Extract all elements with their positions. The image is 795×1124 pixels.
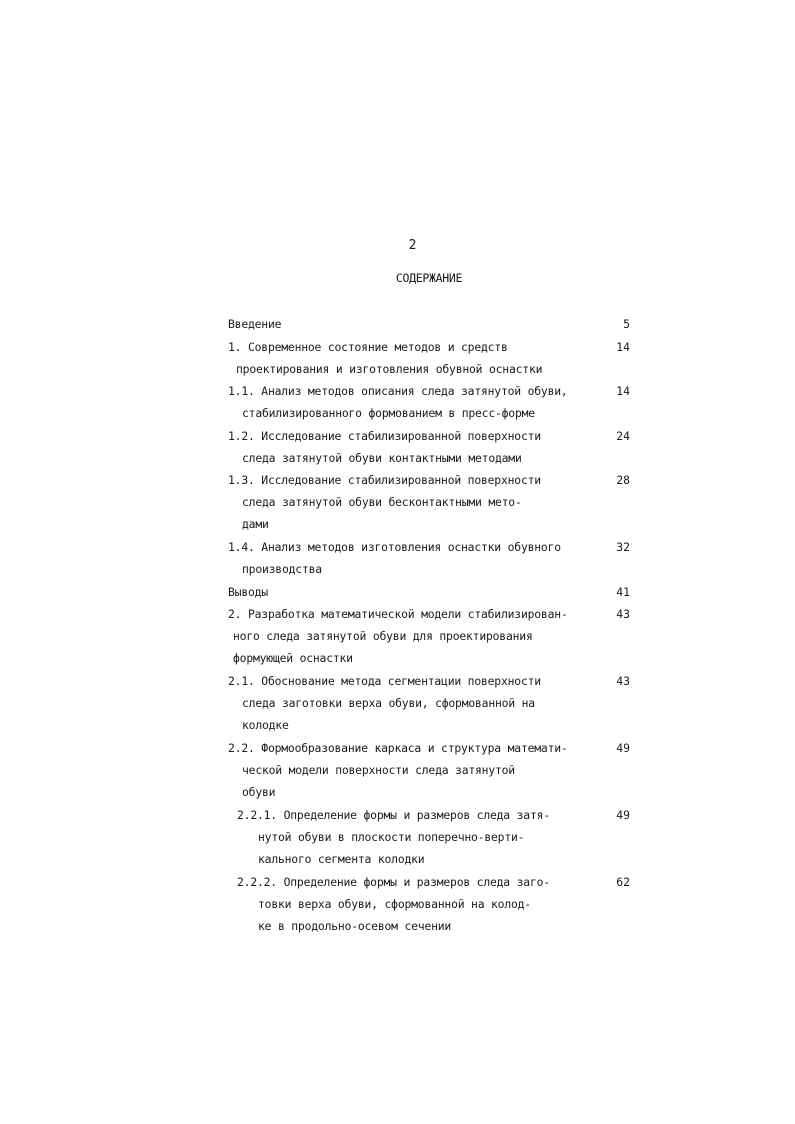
toc-title: СОДЕРЖАНИЕ <box>395 271 463 285</box>
toc-page-number: 28 <box>616 473 630 487</box>
toc-page-number: 14 <box>616 340 630 354</box>
toc-page-number: 5 <box>623 317 630 331</box>
toc-entry-subsection-2-2-2[interactable]: 2.2.2. Определение формы и размеров следа заго- <box>237 875 550 889</box>
toc-page-number: 14 <box>616 384 630 398</box>
toc-entry-section-2-2[interactable]: 2.2. Формообразование каркаса и структура математи- <box>228 741 568 755</box>
toc-page-number: 32 <box>616 540 630 554</box>
toc-entry-conclusions[interactable]: Выводы <box>228 585 268 599</box>
toc-page-number: 43 <box>616 607 630 621</box>
toc-entry-section-1-3[interactable]: 1.3. Исследование стабилизированной поверхности <box>228 473 541 487</box>
page-number: 2 <box>408 238 417 253</box>
toc-entry-section-1-1[interactable]: 1.1. Анализ методов описания следа затянутой обуви, <box>228 384 568 398</box>
toc-entry-chapter-1[interactable]: 1. Современное состояние методов и средств <box>228 340 508 354</box>
toc-entry-subsection-2-2-2-cont: товки верха обуви, сформованной на колод- <box>258 897 531 911</box>
toc-entry-subsection-2-2-1-cont: нутой обуви в плоскости поперечно-верти- <box>258 830 525 844</box>
toc-entry-section-1-3-cont: дами <box>242 517 269 531</box>
toc-entry-introduction[interactable]: Введение <box>228 317 282 331</box>
toc-entry-subsection-2-2-1-cont: кального сегмента колодки <box>258 852 425 866</box>
toc-page-number: 24 <box>616 429 630 443</box>
toc-page-number: 43 <box>616 674 630 688</box>
toc-entry-subsection-2-2-1[interactable]: 2.2.1. Определение формы и размеров следа затя- <box>237 808 550 822</box>
toc-entry-section-2-1-cont: следа заготовки верха обуви, сформованной на <box>242 696 535 710</box>
toc-entry-section-1-1-cont: стабилизированного формованием в пресс-форме <box>242 406 535 420</box>
toc-entry-section-2-1[interactable]: 2.1. Обоснование метода сегментации поверхности <box>228 674 541 688</box>
toc-entry-chapter-2-cont: ного следа затянутой обуви для проектирования <box>233 629 533 643</box>
toc-entry-section-2-1-cont: колодке <box>242 718 289 732</box>
toc-page-number: 62 <box>616 875 630 889</box>
toc-entry-section-2-2-cont: ческой модели поверхности следа затянутой <box>242 763 515 777</box>
toc-entry-section-1-2-cont: следа затянутой обуви контактными методами <box>242 451 522 465</box>
toc-page-number: 49 <box>616 741 630 755</box>
toc-entry-section-1-4[interactable]: 1.4. Анализ методов изготовления оснастки обувного <box>228 540 561 554</box>
toc-entry-section-1-3-cont: следа затянутой обуви бесконтактными мето- <box>242 495 522 509</box>
toc-entry-chapter-1-cont: проектирования и изготовления обувной оснастки <box>236 362 543 376</box>
toc-entry-section-1-4-cont: производства <box>242 562 322 576</box>
toc-page-number: 41 <box>616 585 630 599</box>
toc-entry-chapter-2-cont: формующей оснастки <box>233 651 353 665</box>
toc-entry-chapter-2[interactable]: 2. Разработка математической модели стабилизирован- <box>228 607 568 621</box>
toc-page-number: 49 <box>616 808 630 822</box>
toc-entry-section-2-2-cont: обуви <box>242 785 276 799</box>
toc-entry-subsection-2-2-2-cont: ке в продольно-осевом сечении <box>258 919 452 933</box>
toc-entry-section-1-2[interactable]: 1.2. Исследование стабилизированной поверхности <box>228 429 541 443</box>
